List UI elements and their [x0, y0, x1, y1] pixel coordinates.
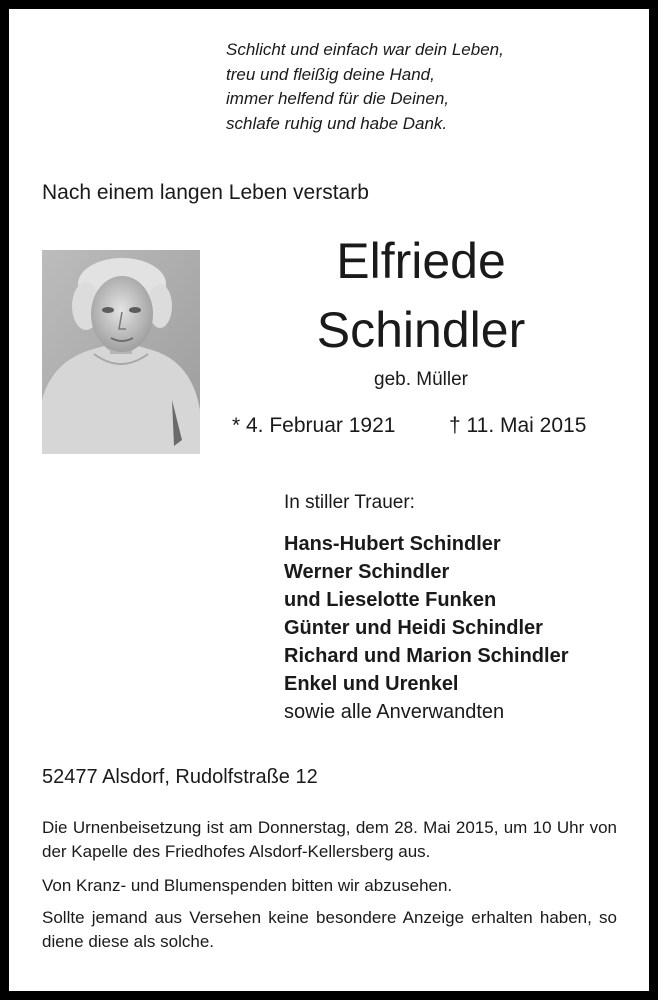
memorial-poem	[226, 38, 504, 136]
maiden-name: geb. Müller	[374, 369, 468, 390]
burial-notice: Die Urnenbeisetzung ist am Donnerstag, dem 28. Mai 2015, um 10 Uhr von der Kapelle des Friedhofes Alsdorf-Kellersberg aus.	[42, 818, 617, 861]
birth-date: * 4. Februar 1921	[232, 414, 396, 437]
address: 52477 Alsdorf, Rudolfstraße 12	[42, 766, 318, 788]
death-date: † 11. Mai 2015	[449, 414, 587, 437]
deceased-last-name: Schindler	[316, 302, 526, 358]
portrait-photo	[42, 250, 200, 454]
mourner-name: Hans-Hubert Schindler	[284, 533, 501, 555]
poem-line: immer helfend für die Deinen,	[226, 89, 450, 108]
poem-line: Schlicht und einfach war dein Leben,	[226, 40, 504, 59]
mourner-name: sowie alle Anverwandten	[284, 701, 505, 723]
poem-line: treu und fleißig deine Hand,	[226, 64, 435, 84]
mourning-label: In stiller Trauer:	[284, 492, 415, 513]
deceased-first-name: Elfriede	[336, 233, 506, 289]
mourners-list	[284, 530, 568, 726]
intro-text: Nach einem langen Leben verstarb	[42, 181, 369, 204]
flowers-notice: Von Kranz- und Blumenspenden bitten wir abzusehen.	[42, 876, 453, 895]
mourner-name: Günter und Heidi Schindler	[284, 617, 543, 639]
mourner-name: Werner Schindler	[284, 561, 450, 583]
mourner-name: und Lieselotte Funken	[284, 589, 497, 611]
mourner-name: Richard und Marion Schindler	[284, 645, 569, 667]
announcement-notice: Sollte jemand aus Versehen keine besondere Anzeige erhalten haben, so diene diese als solche.	[42, 908, 617, 951]
poem-line: schlafe ruhig und habe Dank.	[226, 113, 448, 133]
mourner-name: Enkel und Urenkel	[284, 673, 459, 695]
